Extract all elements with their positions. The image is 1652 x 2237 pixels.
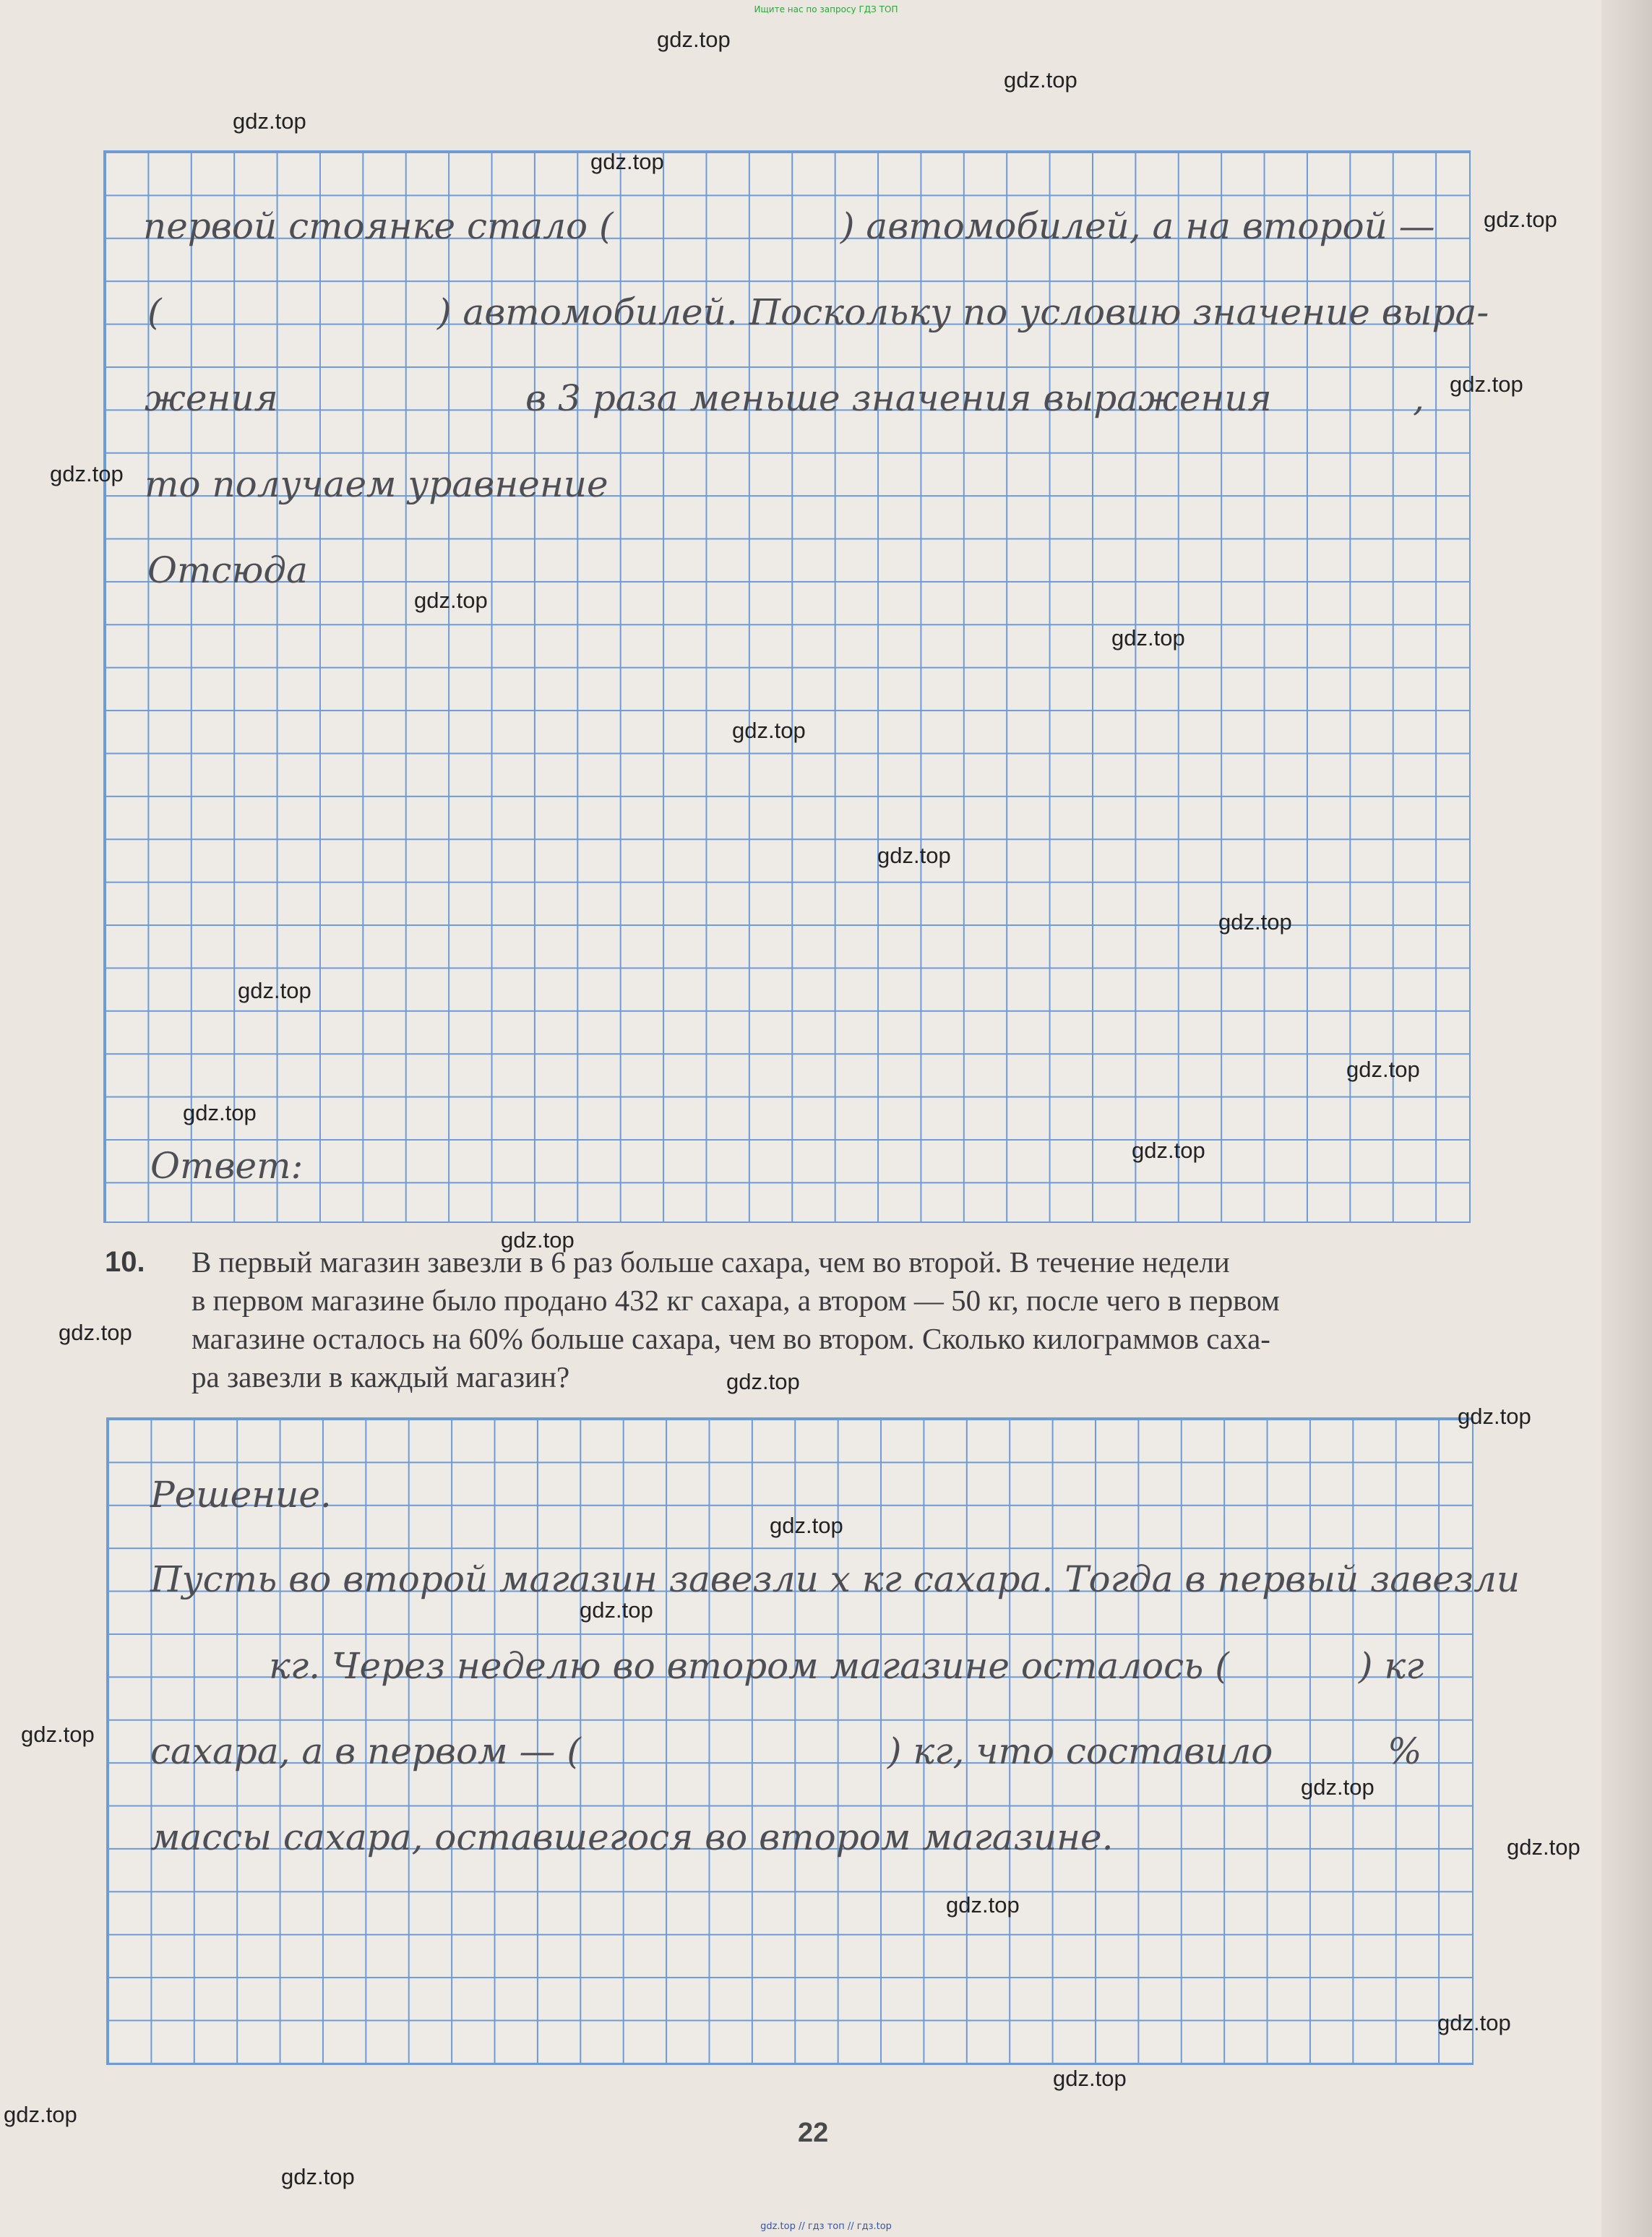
watermark: gdz.top xyxy=(1301,1774,1374,1800)
ws2-line-3a: сахара, а в первом — ( xyxy=(150,1730,581,1772)
watermark: gdz.top xyxy=(183,1100,257,1125)
ws1-line-3c: , xyxy=(1413,377,1424,419)
ws1-line-1b: ) автомобилей, а на второй — xyxy=(840,205,1435,247)
top-search-link[interactable]: Ищите нас по запросу ГДЗ ТОП xyxy=(754,4,898,14)
problem-number: 10. xyxy=(105,1246,145,1278)
watermark: gdz.top xyxy=(946,1892,1020,1918)
watermark: gdz.top xyxy=(50,461,124,486)
watermark: gdz.top xyxy=(770,1513,843,1538)
watermark: gdz.top xyxy=(590,149,664,174)
ws2-line-2a: кг. Через неделю во втором магазине осталось ( xyxy=(269,1645,1229,1687)
ws2-line-3c: % xyxy=(1388,1730,1422,1772)
ws2-line-1: Пусть во второй магазин завезли x кг сахара. Тогда в первый завезли xyxy=(150,1558,1520,1600)
ws1-line-4: то получаем уравнение xyxy=(145,463,608,505)
watermark: gdz.top xyxy=(1507,1834,1580,1860)
watermark: gdz.top xyxy=(4,2102,77,2127)
watermark: gdz.top xyxy=(1346,1057,1420,1082)
ws1-line-2b: ) автомобилей. Поскольку по условию значение выра- xyxy=(437,291,1489,333)
watermark: gdz.top xyxy=(726,1369,800,1394)
ws2-solution-label: Решение. xyxy=(150,1474,332,1516)
watermark: gdz.top xyxy=(501,1227,575,1253)
watermark: gdz.top xyxy=(1004,67,1077,93)
watermark: gdz.top xyxy=(580,1597,653,1623)
watermark: gdz.top xyxy=(1437,2010,1511,2035)
watermark: gdz.top xyxy=(238,978,311,1003)
watermark: gdz.top xyxy=(732,718,806,743)
watermark: gdz.top xyxy=(281,2164,355,2189)
watermark: gdz.top xyxy=(1132,1138,1205,1163)
ws2-line-4: массы сахара, оставшегося во втором магазине. xyxy=(150,1816,1114,1858)
watermark: gdz.top xyxy=(1053,2066,1127,2091)
watermark: gdz.top xyxy=(59,1320,132,1345)
ws2-line-3b: ) кг, что составило xyxy=(887,1730,1273,1772)
watermark: gdz.top xyxy=(1450,372,1523,397)
problem-text-line-1: В первый магазин завезли в 6 раз больше сахара, чем во второй. В течение недели xyxy=(192,1245,1230,1279)
problem-text-line-2: в первом магазине было продано 432 кг сахара, а втором — 50 кг, после чего в первом xyxy=(192,1284,1280,1317)
watermark: gdz.top xyxy=(233,108,306,134)
watermark: gdz.top xyxy=(1218,909,1292,935)
page-number: 22 xyxy=(798,2118,829,2148)
watermark: gdz.top xyxy=(1111,625,1185,651)
ws1-line-5: Отсюда xyxy=(147,549,308,591)
ws1-line-1a: первой стоянке стало ( xyxy=(143,205,614,247)
watermark: gdz.top xyxy=(1458,1404,1531,1429)
watermark: gdz.top xyxy=(877,843,951,868)
ws2-line-2b: ) кг xyxy=(1359,1645,1424,1687)
ws1-line-2a: ( xyxy=(147,291,162,333)
page-edge-shadow xyxy=(1601,0,1652,2237)
watermark: gdz.top xyxy=(414,588,488,613)
watermark: gdz.top xyxy=(21,1722,95,1747)
ws1-line-3a: жения xyxy=(145,377,278,419)
watermark: gdz.top xyxy=(1484,207,1557,232)
problem-text-line-4: ра завезли в каждый магазин? xyxy=(192,1360,570,1394)
ws1-line-3b: в 3 раза меньше значения выражения xyxy=(525,377,1272,419)
bottom-footer-links[interactable]: gdz.top // гдз топ // гдз.top xyxy=(760,2221,892,2232)
ws1-answer-label: Ответ: xyxy=(150,1145,304,1187)
watermark: gdz.top xyxy=(657,27,731,52)
problem-text-line-3: магазине осталось на 60% больше сахара, чем во втором. Сколько килограммов саха- xyxy=(192,1322,1270,1355)
